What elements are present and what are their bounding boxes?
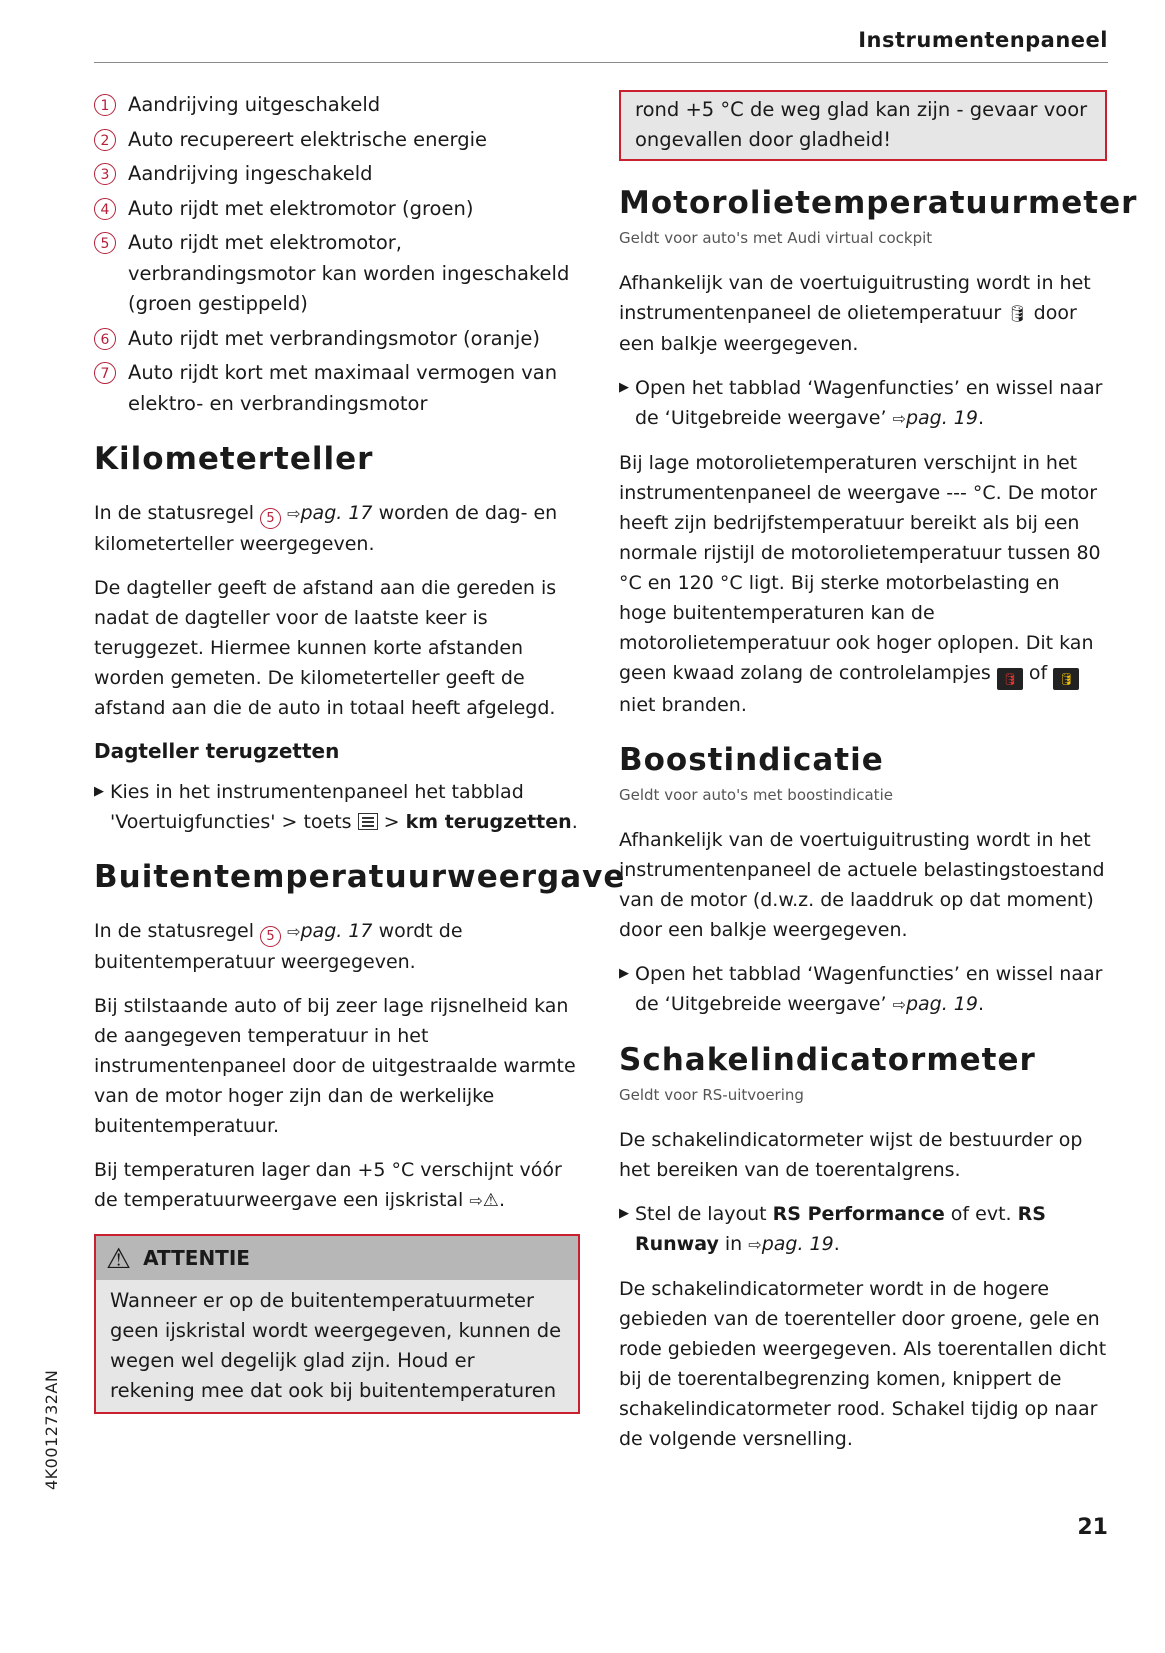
text: of evt. [950, 1203, 1012, 1225]
list-item [94, 125, 580, 156]
arrow-ref-icon: ⇨ [892, 995, 906, 1014]
temp-paragraph-3 [94, 1155, 580, 1216]
number-badge: 5 [260, 508, 281, 529]
menu-key-icon [358, 813, 378, 830]
text: In de statusregel [94, 502, 254, 524]
number-badge: 2 [94, 129, 116, 151]
list-item-text: Auto rijdt met elektromotor (groen) [128, 196, 474, 220]
instruction-step [619, 1199, 1107, 1260]
text: niet branden. [619, 694, 747, 716]
oil-paragraph-1 [619, 268, 1107, 359]
page-ref-link[interactable]: pag. 17 [300, 502, 373, 524]
list-item-text: Auto rijdt kort met maximaal vermogen van elektro- en verbrandingsmotor [128, 361, 558, 415]
subheading-dagteller: Dagteller terugzetten [94, 739, 340, 763]
text: . [571, 811, 578, 833]
list-item-text: Auto recupereert elektrische energie [128, 127, 487, 151]
attention-text: Wanneer er op de buitentemperatuurmeter geen ijskristal wordt weergegeven, kunnen de wegen wel degelijk glad zijn. Houd er rekening mee dat ook bij buitentemperaturen [96, 1280, 578, 1412]
attention-label: ATTENTIE [143, 1246, 250, 1270]
list-item-text: Auto rijdt met elektromotor, verbrandingsmotor kan worden ingeschakeld (groen gestippeld) [128, 231, 570, 315]
text: Stel de layout [635, 1203, 767, 1225]
section-title-schakelindicatormeter: Schakelindicatormeter [619, 1042, 1036, 1078]
number-badge: 5 [94, 232, 116, 254]
text: Bij lage motorolietemperaturen verschijnt in het instrumentenpaneel de weergave --- °C. De motor heeft zijn bedrijfstemperatuur bereikt als bij een normale rijstijl de motorolietemperatuur tussen 80 °C en 120 °C ligt. Bij sterke motorbelasting en hoge buitentemperaturen kan de motorolietemperatuur ook hoger oplopen. Dit kan geen kwaad zolang de controlelampjes [619, 452, 1101, 684]
number-badge: 3 [94, 163, 116, 185]
number-badge: 1 [94, 94, 116, 116]
shift-paragraph-2: De schakelindicatormeter wordt in de hogere gebieden van de toerenteller door groene, gele en rode gebieden weergegeven. Als toerentallen dicht bij de toerentalbegrenzing komen, knippert de schakelindicatormeter rood. Schakel tijdig op naar de volgende versnelling. [619, 1278, 1107, 1450]
text: . [498, 1189, 505, 1211]
section-title-kilometerteller: Kilometerteller [94, 441, 374, 477]
attention-box [94, 1234, 580, 1414]
km-paragraph-1 [94, 498, 580, 559]
triangle-bullet-icon: ▶ [619, 966, 629, 981]
oil-level-warning-lamp-icon: 🛢 [1053, 668, 1079, 690]
page-number: 21 [1077, 1515, 1108, 1540]
list-item-text: Aandrijving uitgeschakeld [128, 93, 381, 116]
arrow-ref-icon: ⇨ [287, 922, 301, 941]
text: In de statusregel [94, 920, 254, 942]
page-ref-link[interactable]: pag. 19 [761, 1233, 834, 1255]
header-title: Instrumentenpaneel [858, 28, 1108, 52]
text: Open het tabblad ‘Wagenfuncties’ en wissel naar de ‘Uitgebreide weergave’ [635, 963, 1103, 1015]
instruction-text: Open het tabblad ‘Wagenfuncties’ en wissel naar de ‘Uitgebreide weergave’ ⇨pag. 19. [635, 377, 1103, 429]
section-title-boostindicatie: Boostindicatie [619, 742, 884, 778]
instruction-text [110, 777, 580, 837]
text: Afhankelijk van de voertuiguitrusting wordt in het instrumentenpaneel de olietemperatuur [619, 272, 1091, 324]
text: Open het tabblad ‘Wagenfuncties’ en wissel naar de ‘Uitgebreide weergave’ [635, 377, 1103, 429]
list-item-text: Aandrijving ingeschakeld [128, 162, 373, 185]
oil-paragraph-2 [619, 448, 1107, 720]
number-badge: 7 [94, 362, 116, 384]
applicability-note: Geldt voor auto's met boostindicatie [619, 786, 893, 804]
list-item [94, 228, 580, 320]
header-rule [94, 62, 1108, 63]
attention-header [96, 1236, 578, 1280]
arrow-ref-icon: ⇨ [287, 504, 301, 523]
km-paragraph-2: De dagteller geeft de afstand aan die gereden is nadat de dagteller voor de laatste keer is teruggezet. Hiermee kunnen korte afstanden worden gemeten. De kilometerteller geeft de afstand aan die de auto in totaal heeft afgelegd. [94, 577, 557, 719]
document-code: 4K0012732AN [42, 1369, 61, 1490]
list-item-text: Auto rijdt met verbrandingsmotor (oranje) [128, 326, 540, 350]
triangle-bullet-icon: ▶ [619, 1206, 629, 1221]
list-item [94, 194, 580, 225]
applicability-note: Geldt voor auto's met Audi virtual cockpit [619, 229, 933, 247]
number-badge: 6 [94, 328, 116, 350]
boost-paragraph-1: Afhankelijk van de voertuiguitrusting wordt in het instrumentenpaneel de actuele belastingstoestand van de motor (d.w.z. de laaddruk op dat moment) door een balkje weergegeven. [619, 829, 1105, 941]
instruction-step [94, 777, 580, 837]
menu-item-name: km terugzetten [405, 811, 572, 833]
text: worden de dag- en kilometerteller weergegeven. [94, 502, 558, 555]
temp-paragraph-1 [94, 916, 580, 977]
drive-status-list [94, 90, 580, 419]
text: Bij temperaturen lager dan +5 °C verschijnt vóór de temperatuurweergave een ijskristal [94, 1159, 562, 1211]
applicability-note: Geldt voor RS-uitvoering [619, 1086, 804, 1104]
shift-paragraph-1: De schakelindicatormeter wijst de bestuurder op het bereiken van de toerentalgrens. [619, 1129, 1083, 1181]
list-item [94, 159, 580, 190]
instruction-step [619, 373, 1107, 434]
text: door een balkje weergegeven. [619, 302, 1077, 355]
text: > [383, 811, 400, 833]
arrow-ref-icon: ⇨ [748, 1235, 762, 1254]
oil-can-icon: 🛢 [1007, 304, 1028, 323]
section-title-buitentemperatuur: Buitentemperatuurweergave [94, 859, 626, 895]
instruction-text: Stel de layout RS Performance of evt. RS Runway in ⇨pag. 19. [635, 1203, 1046, 1255]
page-ref-link[interactable]: pag. 19 [905, 993, 978, 1015]
temp-paragraph-2: Bij stilstaande auto of bij zeer lage rijsnelheid kan de aangegeven temperatuur in het instrumentenpaneel door de uitgestraalde warmte van de motor hoger zijn dan de werkelijke buitentemperatuur. [94, 995, 576, 1137]
layout-name: RS Performance [772, 1203, 945, 1225]
text: of [1028, 662, 1048, 684]
attention-continuation: rond +5 °C de weg glad kan zijn - gevaar voor ongevallen door gladheid! [619, 90, 1107, 161]
number-badge: 4 [94, 198, 116, 220]
page-ref-link[interactable]: pag. 19 [905, 407, 978, 429]
warning-triangle-icon: ⚠ [106, 1241, 132, 1275]
section-title-motorolietemperatuur: Motorolietemperatuurmeter [619, 185, 1138, 221]
list-item [94, 358, 580, 419]
left-column [94, 90, 626, 1414]
text: in [724, 1233, 743, 1255]
number-badge: 5 [260, 926, 281, 947]
triangle-bullet-icon: ▶ [619, 380, 629, 395]
text: Kies in het instrumentenpaneel het tabblad 'Voertuigfuncties' > toets [110, 781, 524, 833]
oil-pressure-warning-lamp-icon: 🛢 [997, 668, 1023, 690]
warning-triangle-icon[interactable]: ⚠ [482, 1190, 499, 1211]
arrow-ref-icon: ⇨ [892, 409, 906, 428]
triangle-bullet-icon: ▶ [94, 784, 104, 799]
instruction-text: Open het tabblad ‘Wagenfuncties’ en wissel naar de ‘Uitgebreide weergave’ ⇨pag. 19. [635, 963, 1103, 1015]
list-item [94, 324, 580, 355]
instruction-step [619, 959, 1107, 1020]
list-item [94, 90, 580, 121]
page-ref-link[interactable]: pag. 17 [300, 920, 373, 942]
layout-name: RS Runway [635, 1203, 1046, 1255]
arrow-ref-icon: ⇨ [469, 1191, 483, 1210]
text: wordt de buitentemperatuur weergegeven. [94, 920, 463, 973]
right-column [619, 90, 1138, 1468]
